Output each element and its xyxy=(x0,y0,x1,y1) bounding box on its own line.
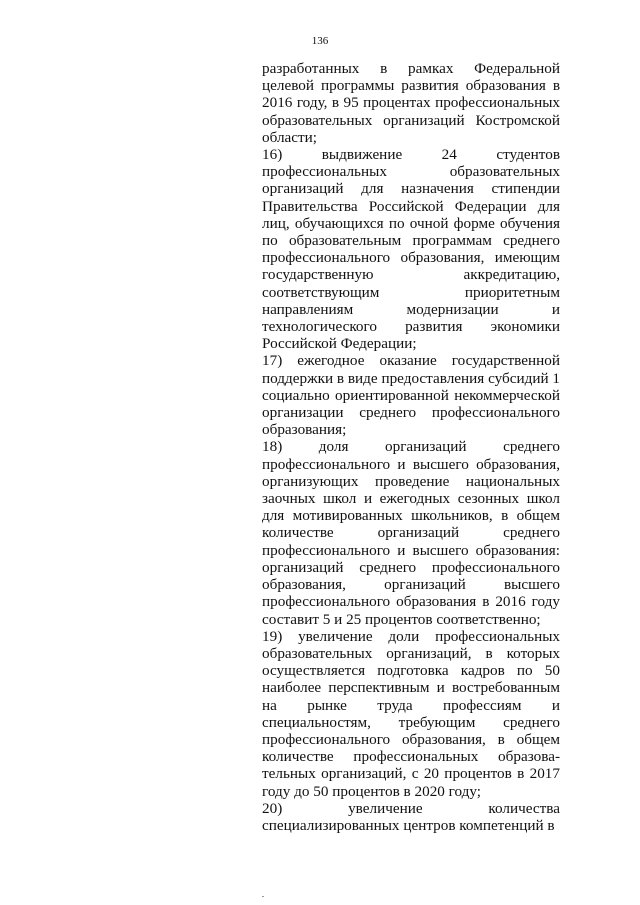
page-number: 136 xyxy=(311,35,329,47)
list-item-19: 19) увеличение доли профессиональных образовательных организаций, в которых осуществляется подготовка кадров по 50 наиболее перспективным и востребованным на рынке труда профессиям и специальностям, требующим среднего профессионального образования, в общем количестве профессиональных образовательных организаций, с 20 процентов в 2017 году до 50 процентов в 2020 году; xyxy=(262,627,560,800)
scan-artifact xyxy=(262,896,264,897)
list-item-17: 17) ежегодное оказание государственной поддержки в виде предоставления субсидий 1 социально ориентированной некоммерческой организации среднего профессионального образования; xyxy=(262,352,560,439)
paragraph-continuation: разработанных в рамках Федеральной целевой программы развития образования в 2016 году, в 95 процентах профессиональных образовательных организаций Костромской области; xyxy=(262,60,560,146)
list-item-16: 16) выдвижение 24 студентов профессиональных образовательных организаций для назначения стипендии Правительства Российской Федерации для лиц, обучающихся по очной форме обучения по образовательным программам среднего профессионального образования, имеющим государственную аккредитацию, соответствующим приоритетным направлениям модернизации и технологического развития экономики Российской Федерации; xyxy=(262,146,560,353)
list-item-20: 20) увеличение количества специализированных центров компетенций в xyxy=(262,799,560,834)
list-item-18: 18) доля организаций среднего профессионального и высшего образования, организующих проведение национальных заочных школ и ежегодных сезонных школ для мотивированных школьников, в общем количестве организаций среднего профессионального и высшего образования: организаций среднего профессионального образования, организаций высшего профессионального образования в 2016 году составит 5 и 25 процентов соответственно; xyxy=(262,438,560,628)
document-body xyxy=(262,60,560,834)
